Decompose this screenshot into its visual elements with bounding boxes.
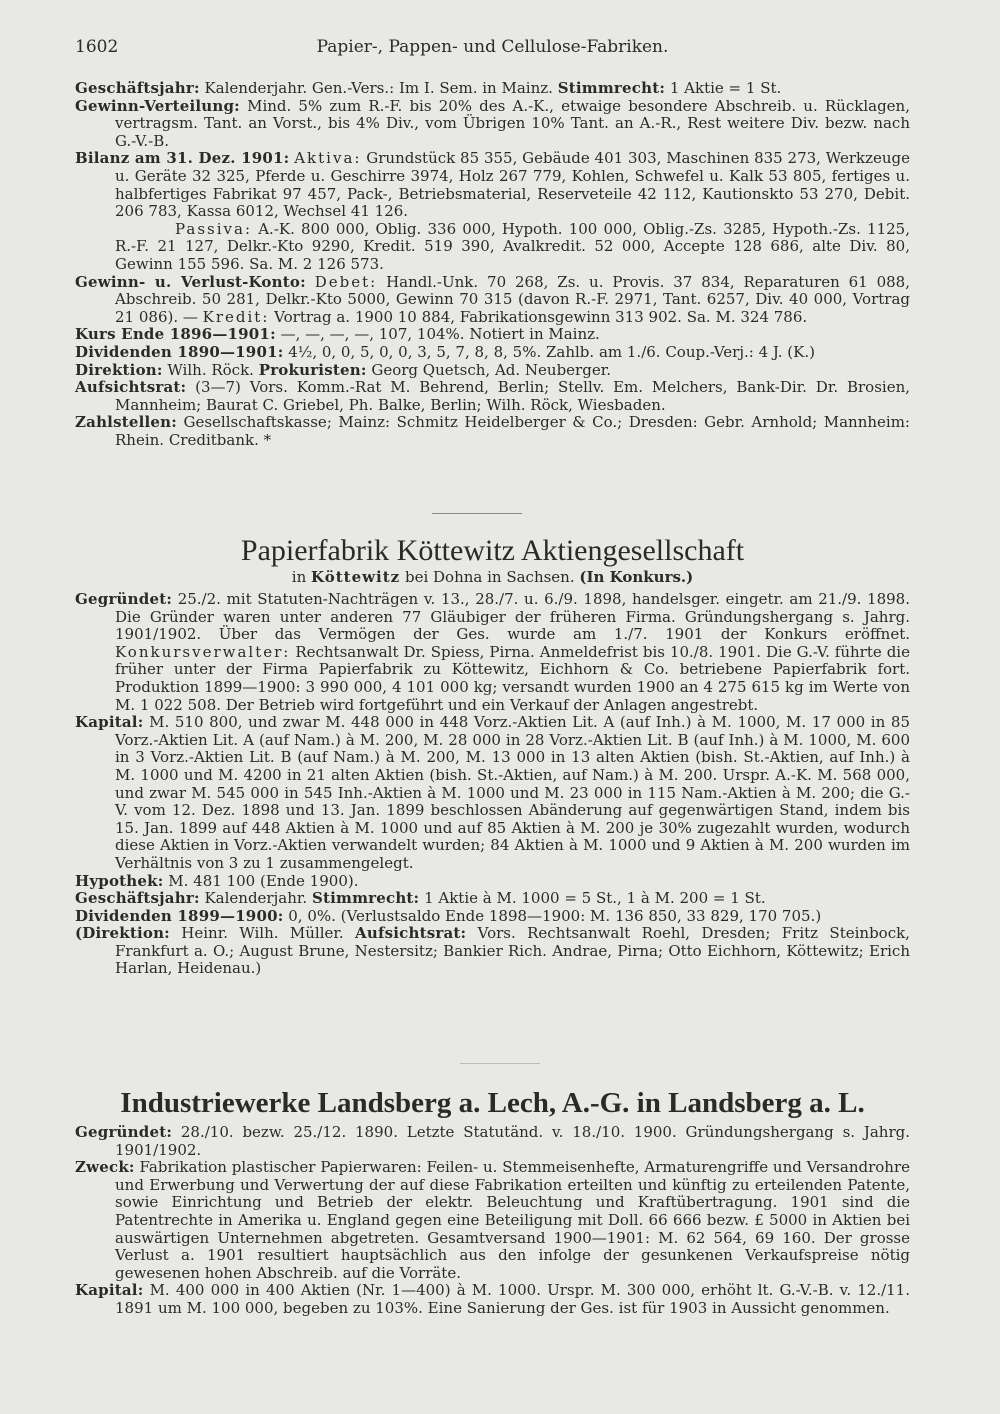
dividenden-entry: Dividenden 1890—1901: 4½, 0, 0, 5, 0, 0, 3, 5, 7, 8, 8, 5%. Zahlb. am 1./6. Coup.-Verj.: 4 J. (K.)	[75, 342, 815, 361]
kapital-entry: Kapital: M. 510 800, und zwar M. 448 000 in 448 Vorz.-Aktien Lit. A (auf Inh.) à M. 1000, M. 17 000 in 85 Vorz.-Aktien Lit. A (auf Nam.) à M. 200, M. 28 000 in 28 Vorz.-Aktien Lit. B (auf Inh.) à M. 1000, M. 600 in 3 Vorz.-Aktien Lit. B (auf Nam.) à M. 200, M. 13 000 in 13 alten Aktien (bish. St.-Aktien, auf Inh.) à M. 1000 und M. 4200 in 21 alten Aktien (bish. St.-Aktien, auf Nam.) à M. 200. Urspr. A.-K. M. 568 000, und zwar M. 545 000 in 545 Inh.-Aktien à M. 1000 und M. 23 000 in 115 Nam.-Aktien à M. 200; die G.-V. vom 12. Dez. 1898 und 13. Jan. 1899 beschlossen Abänderung auf gegenwärtigen Stand, indem bis 15. Jan. 1899 auf 448 Aktien à M. 1000 und auf 85 Aktien à M. 200 je 30% zugezahlt wurden, wodurch diese Aktien in Vorz.-Aktien verwandelt wurden; 84 Aktien à M. 1000 und 9 Aktien à M. 200 wurden im Verhältnis von 3 zu 1 zusammengelegt.	[75, 713, 910, 872]
section-divider-2	[460, 1063, 540, 1064]
dividenden-entry: Dividenden 1899—1900: 0, 0%. (Verlustsaldo Ende 1898—1900: M. 136 850, 33 829, 170 705.)	[75, 906, 822, 925]
gewinnverteilung-entry: Gewinn-Verteilung: Mind. 5% zum R.-F. bis 20% des A.-K., etwaige besondere Abschreib. u. Rücklagen, vertragsm. Tant. an Vorst., bis 4% Div., vom Übrigen 10% Tant. an A.-R., Rest weitere Div. bezw. nach G.-V.-B.	[75, 96, 910, 150]
aufsichtsrat-entry: Aufsichtsrat: (3—7) Vors. Komm.-Rat M. Behrend, Berlin; Stellv. Em. Melchers, Bank-Dir. Dr. Brosien, Mannheim; Baurat C. Griebel, Ph. Balke, Berlin; Wilh. Röck, Wiesbaden.	[75, 378, 910, 414]
gegruendet-entry: Gegründet: 28./10. bezw. 25./12. 1890. Letzte Statutänd. v. 18./10. 1900. Gründungshergang s. Jahrg. 1901/1902.	[75, 1123, 910, 1159]
company-title: Papierfabrik Köttewitz Aktiengesellschaft	[240, 534, 745, 567]
kapital-entry: Kapital: M. 400 000 in 400 Aktien (Nr. 1—400) à M. 1000. Urspr. M. 300 000, erhöht lt. G.-V.-B. v. 12./11. 1891 um M. 100 000, begeben zu 103%. Eine Sanierung der Ges. ist für 1903 in Aussicht genommen.	[75, 1281, 910, 1317]
company-location: in Köttewitz bei Dohna in Sachsen. (In Konkurs.)	[291, 568, 694, 586]
company-title: Industriewerke Landsberg a. Lech, A.-G. in Landsberg a. L.	[120, 1087, 865, 1119]
geschaeftsjahr-entry: Geschäftsjahr: Kalenderjahr. Stimmrecht: 1 Aktie à M. 1000 = 5 St., 1 à M. 200 = 1 St.	[75, 889, 766, 908]
geschaeftsjahr-entry: Geschäftsjahr: Kalenderjahr. Gen.-Vers.: Im I. Sem. in Mainz. Stimmrecht: 1 Aktie = 1 St.	[75, 79, 782, 97]
running-title: Papier-, Pappen- und Cellulose-Fabriken.	[316, 37, 669, 57]
status-badge: (In Konkurs.)	[579, 568, 694, 586]
direktion-entry: (Direktion: Heinr. Wilh. Müller. Aufsichtsrat: Vors. Rechtsanwalt Roehl, Dresden; Fritz Steinbock, Frankfurt a. O.; August Brune, Nestersitz; Bankier Rich. Andrae, Pirna; Otto Eichhorn, Köttewitz; Erich Harlan, Heidenau.)	[75, 924, 910, 978]
section-previous-company	[75, 80, 910, 449]
kurs-entry: Kurs Ende 1896—1901: —, —, —, —, 107, 104%. Notiert in Mainz.	[75, 325, 600, 344]
section-koettewitz	[75, 534, 910, 978]
zahlstellen-entry: Zahlstellen: Gesellschaftskasse; Mainz: Schmitz Heidelberger & Co.; Dresden: Gebr. Arnhold; Mannheim: Rhein. Creditbank. *	[75, 413, 910, 449]
direktion-entry: Direktion: Wilh. Röck. Prokuristen: Georg Quetsch, Ad. Neuberger.	[75, 360, 612, 379]
zweck-entry: Zweck: Fabrikation plastischer Papierwaren: Feilen- u. Stemmeisenhefte, Armaturengriffe und Versandrohre und Erwerbung und Verwertung der auf diese Fabrikation erteilten und künftig zu erteilenden Patente, sowie Einrichtung und Betrieb der elektr. Beleuchtung und Kraftübertragung. 1901 sind die Patentrechte in Amerika u. England gegen eine Beteiligung mit Doll. 66 666 bezw. £ 5000 in Aktien bei auswärtigen Unternehmen abgetreten. Gesamtversand 1900—1901: M. 62 564, 69 160. Der grosse Verlust a. 1901 resultiert hauptsächlich aus den infolge der gesunkenen Verkaufspreise nötig gewesenen hohen Abschreib. auf die Vorräte.	[75, 1158, 910, 1282]
section-landsberg	[75, 1086, 910, 1318]
gegruendet-entry: Gegründet: 25./2. mit Statuten-Nachträgen v. 13., 28./7. u. 6./9. 1898, handelsger. eingetr. am 21./9. 1898. Die Gründer waren unter anderen 77 Gläubiger der früheren Firma. Gründungshergang s. Jahrg. 1901/1902. Über das Vermögen der Ges. wurde am 1./7. 1901 der Konkurs eröffnet. Konkursverwalter: Rechtsanwalt Dr. Spiess, Pirna. Anmeldefrist bis 10./8. 1901. Die G.-V. führte die früher unter der Firma Papierfabrik zu Köttewitz, Eichhorn & Co. betriebene Papierfabrik fort. Produktion 1899—1900: 3 990 000, 4 101 000 kg; versandt wurden 1900 an 4 275 615 kg im Werte von M. 1 022 508. Der Betrieb wird fortgeführt und ein Verkauf der Anlagen angestrebt.	[75, 590, 910, 714]
section-divider	[432, 513, 522, 514]
passiva-entry: Passiva: A.-K. 800 000, Oblig. 336 000, Hypoth. 100 000, Oblig.-Zs. 3285, Hypoth.-Zs. 1125, R.-F. 21 127, Delkr.-Kto 9290, Kredit. 519 390, Avalkredit. 52 000, Accepte 128 686, alte Div. 80, Gewinn 155 596. Sa. M. 2 126 573.	[115, 219, 910, 273]
bilanz-entry: Bilanz am 31. Dez. 1901: Aktiva: Grundstück 85 355, Gebäude 401 303, Maschinen 835 273, Werkzeuge u. Geräte 32 325, Pferde u. Geschirre 3974, Holz 267 779, Kohlen, Schwefel u. Kalk 53 805, fertiges u. halbfertiges Fabrikat 97 457, Pack-, Betriebsmaterial, Reserveteile 42 112, Kautionskto 53 270, Debit. 206 783, Kassa 6012, Wechsel 41 126.	[75, 149, 910, 221]
guv-entry: Gewinn- u. Verlust-Konto: Debet: Handl.-Unk. 70 268, Zs. u. Provis. 37 834, Reparaturen 61 088, Abschreib. 50 281, Delkr.-Kto 5000, Gewinn 70 315 (davon R.-F. 2971, Tant. 6257, Div. 40 000, Vortrag 21 086). — Kredit: Vortrag a. 1900 10 884, Fabrikationsgewinn 313 902. Sa. M. 324 786.	[75, 272, 910, 326]
hypothek-entry: Hypothek: M. 481 100 (Ende 1900).	[75, 871, 359, 890]
page-number: 1602	[75, 37, 119, 57]
